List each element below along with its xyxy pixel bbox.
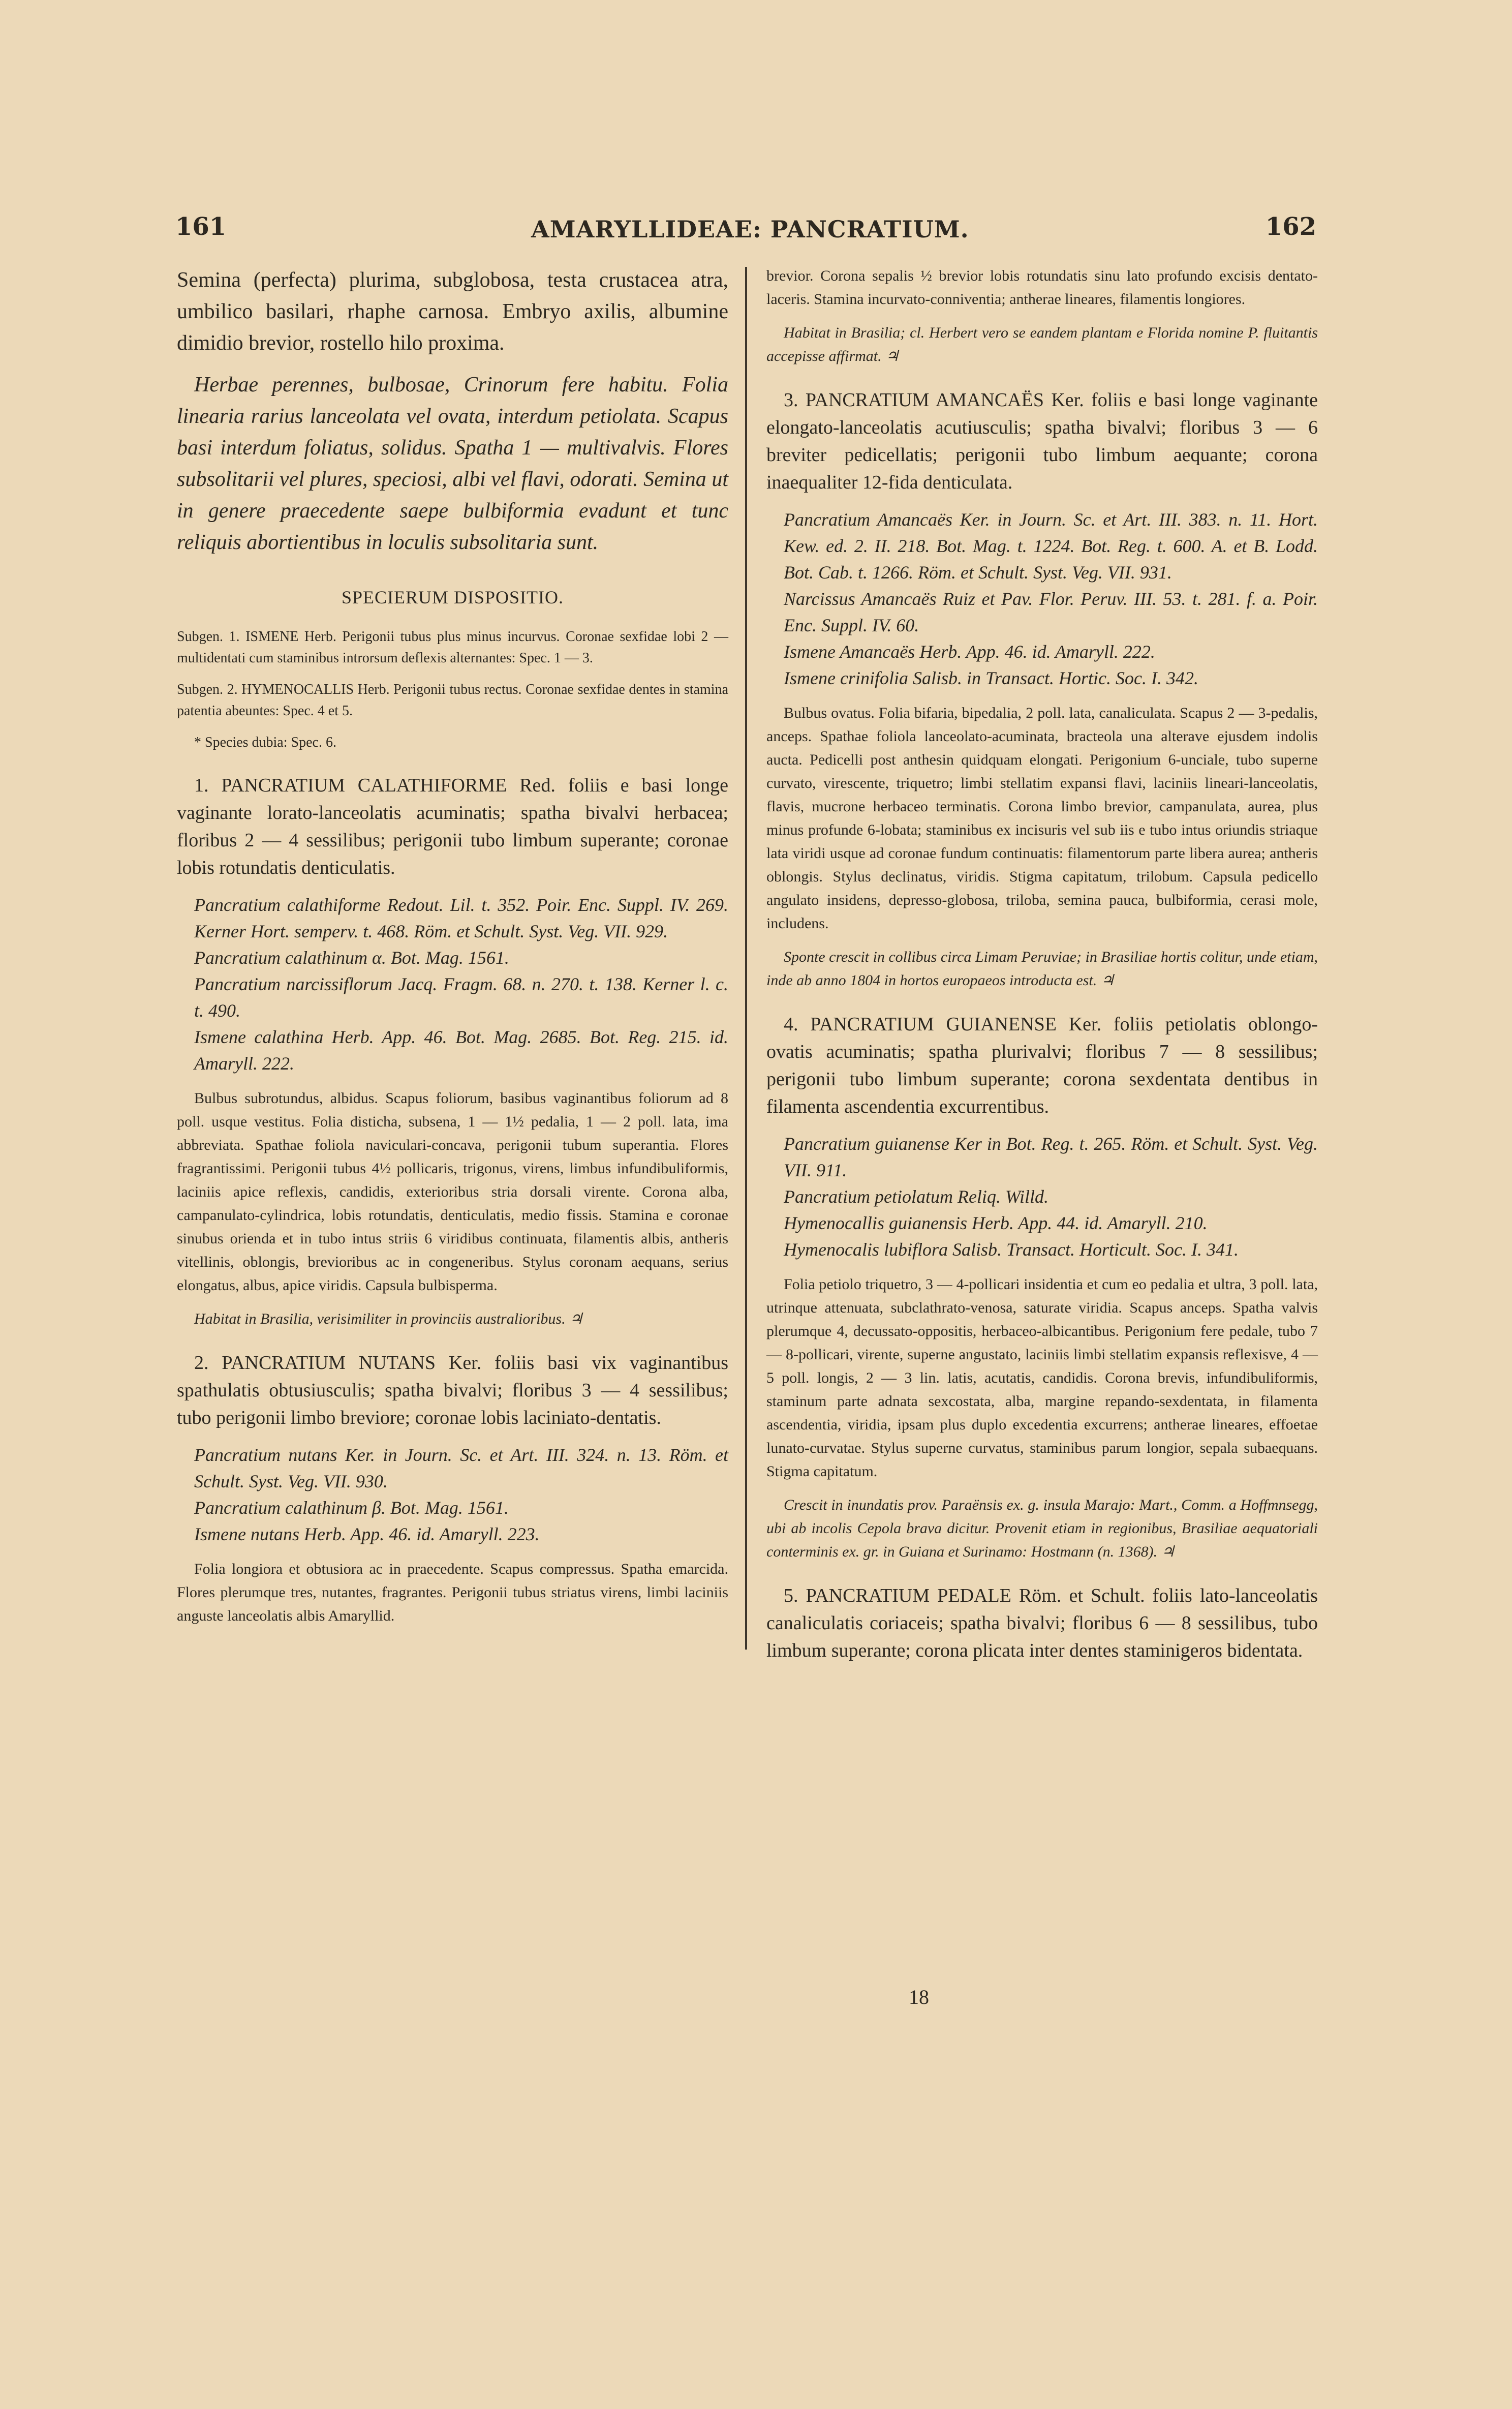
species-2-citation: Ismene nutans Herb. App. 46. id. Amaryll. 223.	[194, 1524, 540, 1544]
species-1-citation: Ismene calathina Herb. App. 46. Bot. Mag. 2685. Bot. Reg. 215. id. Amaryll. 222.	[194, 1027, 728, 1074]
species-3-citation: Ismene crinifolia Salisb. in Transact. Hortic. Soc. I. 342.	[784, 668, 1198, 688]
species-2-habitat: Habitat in Brasilia; cl. Herbert vero se eandem plantam e Florida nomine P. fluitantis accepisse affirmat. ♃	[766, 324, 1318, 364]
species-1-description: Bulbus subrotundus, albidus. Scapus foliorum, basibus vaginantibus foliorum ad 8 poll. usque vestitus. Folia disticha, subsena, 1 — 1½ pedalia, 1 — 2 poll. lata, ima abbreviata. Spathae foliola naviculari-concava, perigonii tubum superantia. Flores fragrantissimi. Perigonii tubus 4½ pollicaris, trigonus, virens, limbus infundibuliformis, laciniis apice reflexis, candidis, exterioribus stria dorsali virente. Corona alba, campanulato-cylindrica, lobis rotundatis, denticulatis, medio fissis. Stamina e coronae sinubus orienda et in tubo intus striis 6 viridibus continuata, filamentis albis, antheris vitellinis, oblongis, brevioribus ac in congeneribus. Stylus coronam aequans, serius elongatus, albus, apice viridis. Capsula bulbisperma.	[177, 1090, 728, 1294]
species-2-continued: brevior. Corona sepalis ½ brevior lobis rotundatis sinu lato profundo excisis dentato-laceris. Stamina incurvato-conniventia; antherae lineares, filamentis longiores.	[766, 267, 1318, 308]
section-heading: SPECIERUM DISPOSITIO.	[341, 587, 564, 607]
signature-mark: 18	[909, 1986, 929, 2008]
species-4-citation: Pancratium guianense Ker in Bot. Reg. t. 265. Röm. et Schult. Syst. Veg. VII. 911.	[784, 1134, 1318, 1180]
species-3-citation: Narcissus Amancaës Ruiz et Pav. Flor. Peruv. III. 53. t. 281. f. a. Poir. Enc. Suppl. IV. 60.	[784, 589, 1318, 635]
species-3-citation: Ismene Amancaës Herb. App. 46. id. Amaryll. 222.	[784, 642, 1155, 662]
genus-habit: Herbae perennes, bulbosae, Crinorum fere habitu. Folia linearia rarius lanceolata vel ovata, interdum petiolata. Scapus basi interdum foliatus, solidus. Spatha 1 — multivalvis. Flores subsolitarii vel plures, speciosi, albi vel flavi, odorati. Semina ut in genere praecedente saepe bulbiformia evadunt et tunc reliquis abortientibus in loculis subsolitaria sunt.	[177, 373, 728, 554]
species-4-citation: Hymenocalis lubiflora Salisb. Transact. Horticult. Soc. I. 341.	[784, 1239, 1239, 1260]
species-2-title: 2. PANCRATIUM NUTANS Ker. foliis basi vix vaginantibus spathulatis obtusiusculis; spatha bivalvi; floribus 3 — 4 sessilibus; tubo perigonii limbo breviore; coronae lobis laciniato-dentatis.	[177, 1352, 728, 1428]
species-4-habitat: Crescit in inundatis prov. Paraënsis ex. g. insula Marajo: Mart., Comm. a Hoffmnsegg, ubi ab incolis Cepola brava dicitur. Provenit etiam in regionibus, Brasiliae aequatoriali conterminis ex. gr. in Guiana et Surinamo: Hostmann (n. 1368). ♃	[766, 1497, 1318, 1560]
species-dubia: * Species dubia: Spec. 6.	[194, 735, 336, 750]
species-2-citation: Pancratium nutans Ker. in Journ. Sc. et Art. III. 324. n. 13. Röm. et Schult. Syst. Veg. VII. 930.	[194, 1445, 728, 1491]
species-4-citation: Pancratium petiolatum Reliq. Willd.	[784, 1186, 1048, 1207]
species-1-citation: Pancratium narcissiflorum Jacq. Fragm. 68. n. 270. t. 138. Kerner l. c. t. 490.	[194, 974, 728, 1021]
species-3-title: 3. PANCRATIUM AMANCAËS Ker. foliis e basi longe vaginante elongato-lanceolatis acutiusculis; spatha bivalvi; floribus 3 — 6 breviter pedicellatis; perigonii tubo limbum aequante; corona inaequaliter 12-fida denticulata.	[766, 389, 1318, 493]
species-1-habitat: Habitat in Brasilia, verisimiliter in provinciis australioribus. ♃	[194, 1310, 583, 1327]
species-3-description: Bulbus ovatus. Folia bifaria, bipedalia, 2 poll. lata, canaliculata. Scapus 2 — 3-pedalis, anceps. Spathae foliola lanceolato-acuminata, bracteola una alterave ejusdem indolis aucta. Pedicelli post anthesin quidquam elongati. Perigonium 6-unciale, tubo superne curvato, virescente, triquetro; limbi stellatim expansi flavi, laciniis lineari-lanceolatis, flavis, mucrone herbaceo terminatis. Corona limbo brevior, campanulata, aurea, plus minus profunde 6-lobata; staminibus ex incisuris vel sub iis e tubo intus oriundis striaque lata viridi usque ad coronae fundum continuatis: filamentorum parte libera aurea; antheris oblongis. Stylus declinatus, viridis. Stigma capitatum, trilobum. Capsula pedicello angulato insidens, depresso-globosa, triloba, semina pauca, bulbiformia, cerasi mole, includens.	[766, 705, 1318, 932]
species-4-description: Folia petiolo triquetro, 3 — 4-pollicari insidentia et cum eo pedalia et ultra, 3 poll. lata, utrinque attenuata, subclathrato-venosa, saturate viridia. Scapus anceps. Spatha valvis plerumque 4, decussato-oppositis, herbaceo-albicantibus. Perigonium fere pedale, tubo 7 — 8-pollicari, virente, superne angustato, laciniis limbi stellatim expansis reflexisve, 4 — 5 poll. longis, 2 — 3 lin. latis, acutatis, candidis. Corona brevis, infundibuliformis, staminum parte adnata sexcostata, alba, margine repando-sexdentata, in filamenta ascendentia, viridia, ipsam plus duplo excedentia excurrens; antherae lineares, effoetae lunato-curvatae. Stylus superne curvatus, staminibus parum longior, sepala subaequans. Stigma capitatum.	[766, 1276, 1318, 1480]
species-4-citation: Hymenocallis guianensis Herb. App. 44. id. Amaryll. 210.	[784, 1213, 1208, 1233]
running-title: AMARYLLIDEAE: PANCRATIUM.	[531, 216, 969, 243]
species-5-title: 5. PANCRATIUM PEDALE Röm. et Schult. foliis lato-lanceolatis canaliculatis coriaceis; spatha bivalvi; floribus 6 — 8 sessilibus, tubo limbum superante; corona plicata inter dentes staminigeros bidentata.	[766, 1585, 1318, 1661]
page-header	[175, 212, 1316, 253]
column-divider	[745, 267, 747, 1650]
species-2-citation: Pancratium calathinum β. Bot. Mag. 1561.	[194, 1498, 509, 1518]
species-3-citation: Pancratium Amancaës Ker. in Journ. Sc. et Art. III. 383. n. 11. Hort. Kew. ed. 2. II. 218. Bot. Mag. t. 1224. Bot. Reg. t. 600. A. et B. Lodd. Bot. Cab. t. 1266. Röm. et Schult. Syst. Veg. VII. 931.	[784, 509, 1318, 583]
species-4-title: 4. PANCRATIUM GUIANENSE Ker. foliis petiolatis oblongo-ovatis acuminatis; spatha plurivalvi; floribus 7 — 8 sessilibus; perigonii tubo limbum superante; corona sexdentata dentibus in filamenta ascendentia excurrentibus.	[766, 1014, 1318, 1117]
species-1-title: 1. PANCRATIUM CALATHIFORME Red. foliis e basi longe vaginante lorato-lanceolatis acuminatis; spatha bivalvi herbacea; floribus 2 — 4 sessilibus; perigonii tubo limbum superante; coronae lobis rotundatis denticulatis.	[177, 775, 728, 878]
subgenus-ismene: Subgen. 1. ISMENE Herb. Perigonii tubus plus minus incurvus. Coronae sexfidae lobi 2 — multidentati cum staminibus introrsum deflexis alternantes: Spec. 1 — 3.	[177, 629, 728, 666]
species-2-description: Folia longiora et obtusiora ac in praecedente. Scapus compressus. Spatha emarcida. Flores plerumque tres, nutantes, fragrantes. Perigonii tubus striatus virens, limbi laciniis anguste lanceolatis albis Amaryllid.	[177, 1561, 728, 1624]
right-column	[766, 264, 1318, 1664]
subgenus-hymenocallis: Subgen. 2. HYMENOCALLIS Herb. Perigonii tubus rectus. Coronae sexfidae dentes in stamina patentia abeuntes: Spec. 4 et 5.	[177, 682, 728, 719]
page-number-left: 161	[175, 212, 227, 241]
species-3-habitat: Sponte crescit in collibus circa Limam Peruviae; in Brasiliae hortis colitur, unde etiam, inde ab anno 1804 in hortos europaeos introducta est. ♃	[766, 949, 1318, 989]
species-1-citation: Pancratium calathinum α. Bot. Mag. 1561.	[194, 948, 509, 968]
page-number-right: 162	[1265, 212, 1316, 241]
left-column	[177, 264, 728, 1628]
species-1-citation: Pancratium calathiforme Redout. Lil. t. 352. Poir. Enc. Suppl. IV. 269. Kerner Hort. semperv. t. 468. Röm. et Schult. Syst. Veg. VII. 929.	[194, 895, 728, 941]
seeds-description: Semina (perfecta) plurima, subglobosa, testa crustacea atra, umbilico basilari, rhaphe carnosa. Embryo axilis, albumine dimidio brevior, rostello hilo proxima.	[177, 268, 728, 355]
